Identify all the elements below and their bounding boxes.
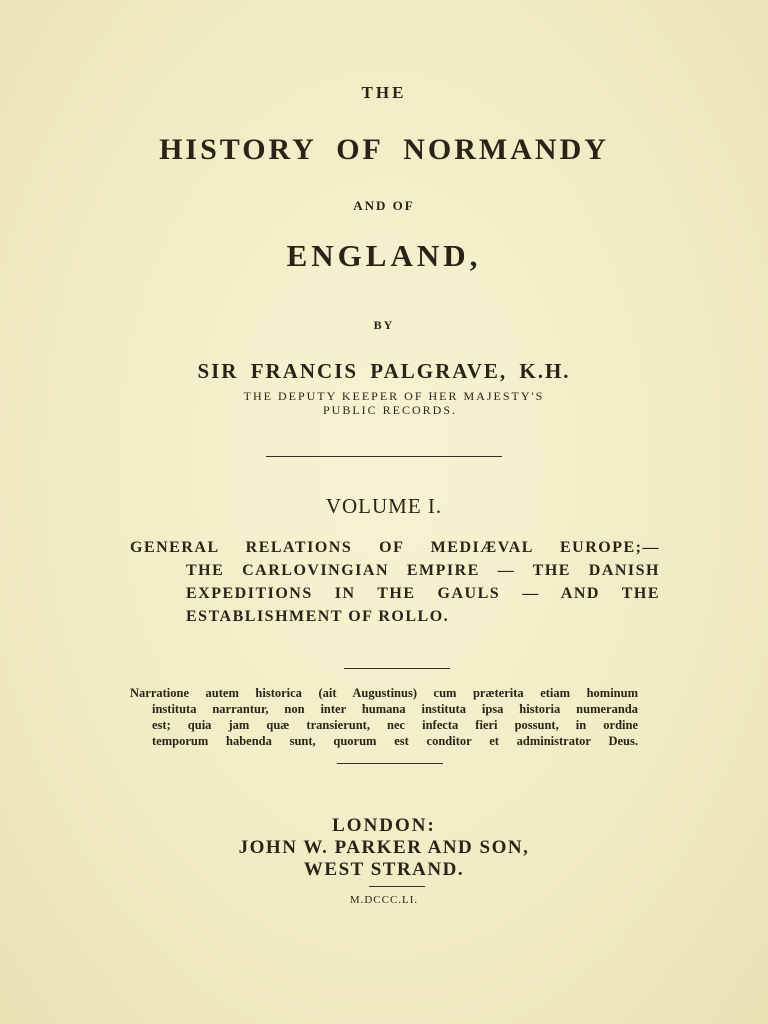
title-article: THE	[361, 83, 407, 102]
volume-contents	[130, 536, 660, 628]
epigraph-line: est; quia jam quæ transierunt, nec infecta fieri possunt, in ordine	[152, 718, 638, 732]
imprint-city: LONDON:	[332, 815, 436, 836]
book-title-second: ENGLAND,	[286, 238, 482, 273]
epigraph-line: instituta narrantur, non inter humana instituta ipsa historia numeranda	[152, 702, 638, 716]
imprint-publisher: JOHN W. PARKER AND SON,	[238, 837, 530, 858]
epigraph-line: temporum habenda sunt, quorum est conditor et administrator Deus.	[152, 734, 638, 748]
contents-line: THE CARLOVINGIAN EMPIRE — THE DANISH	[186, 562, 660, 579]
imprint-address: WEST STRAND.	[303, 859, 465, 880]
author-office-line-2: PUBLIC RECORDS.	[322, 403, 458, 417]
divider-rule	[266, 456, 502, 457]
contents-line: GENERAL RELATIONS OF MEDIÆVAL EUROPE;—	[130, 539, 660, 556]
contents-line: ESTABLISHMENT OF ROLLO.	[186, 608, 450, 625]
publication-year: M.DCCC.LI.	[349, 894, 419, 906]
author-name: SIR FRANCIS PALGRAVE, K.H.	[197, 359, 571, 383]
contents-line: EXPEDITIONS IN THE GAULS — AND THE	[186, 585, 660, 602]
divider-rule	[344, 668, 450, 669]
title-conjunction: AND OF	[353, 198, 415, 213]
volume-number: VOLUME I.	[325, 494, 443, 518]
epigraph-line: Narratione autem historica (ait Augustinus) cum præterita etiam hominum	[130, 686, 638, 700]
divider-rule	[369, 886, 425, 887]
epigraph	[130, 685, 638, 749]
by-line: BY	[373, 318, 395, 332]
book-title: HISTORY OF NORMANDY	[159, 133, 609, 166]
divider-rule	[337, 763, 443, 764]
author-office-line-1: THE DEPUTY KEEPER OF HER MAJESTY'S	[243, 389, 545, 403]
